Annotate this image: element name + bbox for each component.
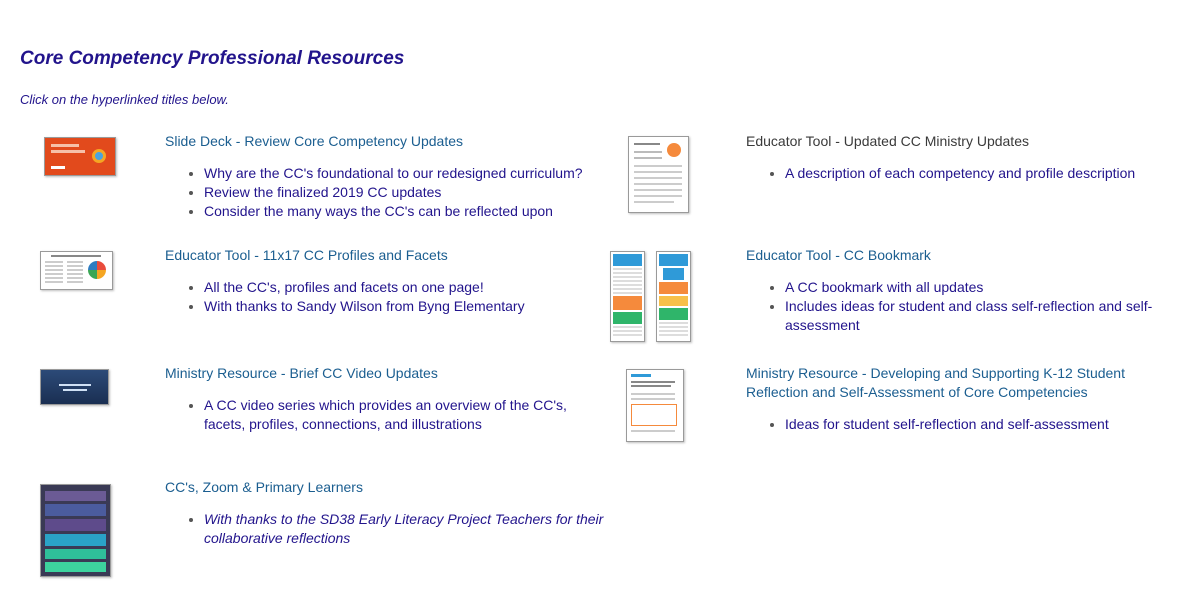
colorful-slides-thumbnail[interactable] <box>40 484 111 577</box>
resource-link-k12-reflection[interactable]: Ministry Resource - Developing and Supporting K-12 Student Reflection and Self-Assessment of Core Competencies <box>746 365 1125 400</box>
list-item: • Ideas for student self-reflection and self-assessment <box>785 415 1165 434</box>
list-item: • With thanks to Sandy Wilson from Byng Elementary <box>204 297 604 316</box>
bookmark-thumbnail-left[interactable] <box>610 251 645 342</box>
list-item: • A description of each competency and profile description <box>785 164 1185 183</box>
list-item: • Consider the many ways the CC's can be reflected upon <box>204 202 604 221</box>
resource-link-zoom-primary[interactable]: CC's, Zoom & Primary Learners <box>165 479 363 495</box>
resource-bullets-k12-reflection <box>766 415 1165 434</box>
resource-bullets-cc-bookmark <box>766 278 1165 335</box>
resource-link-slide-deck[interactable]: Slide Deck - Review Core Competency Updates <box>165 133 464 149</box>
resource-bullets-zoom-primary <box>185 510 624 548</box>
resource-link-cc-bookmark[interactable]: Educator Tool - CC Bookmark <box>746 247 931 263</box>
red-slide-thumbnail[interactable] <box>44 137 116 176</box>
instructions-text: Click on the hyperlinked titles below. <box>20 92 229 107</box>
resource-bullets-ministry-updates <box>766 164 1185 183</box>
resource-link-profiles-facets[interactable]: Educator Tool - 11x17 CC Profiles and Facets <box>165 247 448 263</box>
resource-bullets-profiles-facets <box>185 278 604 316</box>
list-item: • All the CC's, profiles and facets on one page! <box>204 278 604 297</box>
document-thumbnail[interactable] <box>628 136 689 213</box>
list-item: • Why are the CC's foundational to our redesigned curriculum? <box>204 164 604 183</box>
resource-bullets-slide-deck <box>185 164 604 221</box>
page-title: Core Competency Professional Resources <box>20 48 405 69</box>
list-item: • A CC video series which provides an overview of the CC's, facets, profiles, connections, and illustrations <box>204 396 584 434</box>
list-item: • Review the finalized 2019 CC updates <box>204 183 604 202</box>
list-item: • A CC bookmark with all updates <box>785 278 1165 297</box>
profiles-chart-thumbnail[interactable] <box>40 251 113 290</box>
resource-bullets-video-updates <box>185 396 584 434</box>
resource-link-ministry-updates[interactable]: Educator Tool - Updated CC Ministry Updates <box>746 133 1029 149</box>
video-thumbnail[interactable] <box>40 369 109 405</box>
list-item: • Includes ideas for student and class self-reflection and self-assessment <box>785 297 1165 335</box>
bookmark-thumbnail-right[interactable] <box>656 251 691 342</box>
ministry-document-thumbnail[interactable] <box>626 369 684 442</box>
list-item: • With thanks to the SD38 Early Literacy Project Teachers for their collaborative reflections <box>204 510 624 548</box>
resource-link-video-updates[interactable]: Ministry Resource - Brief CC Video Updates <box>165 365 438 381</box>
